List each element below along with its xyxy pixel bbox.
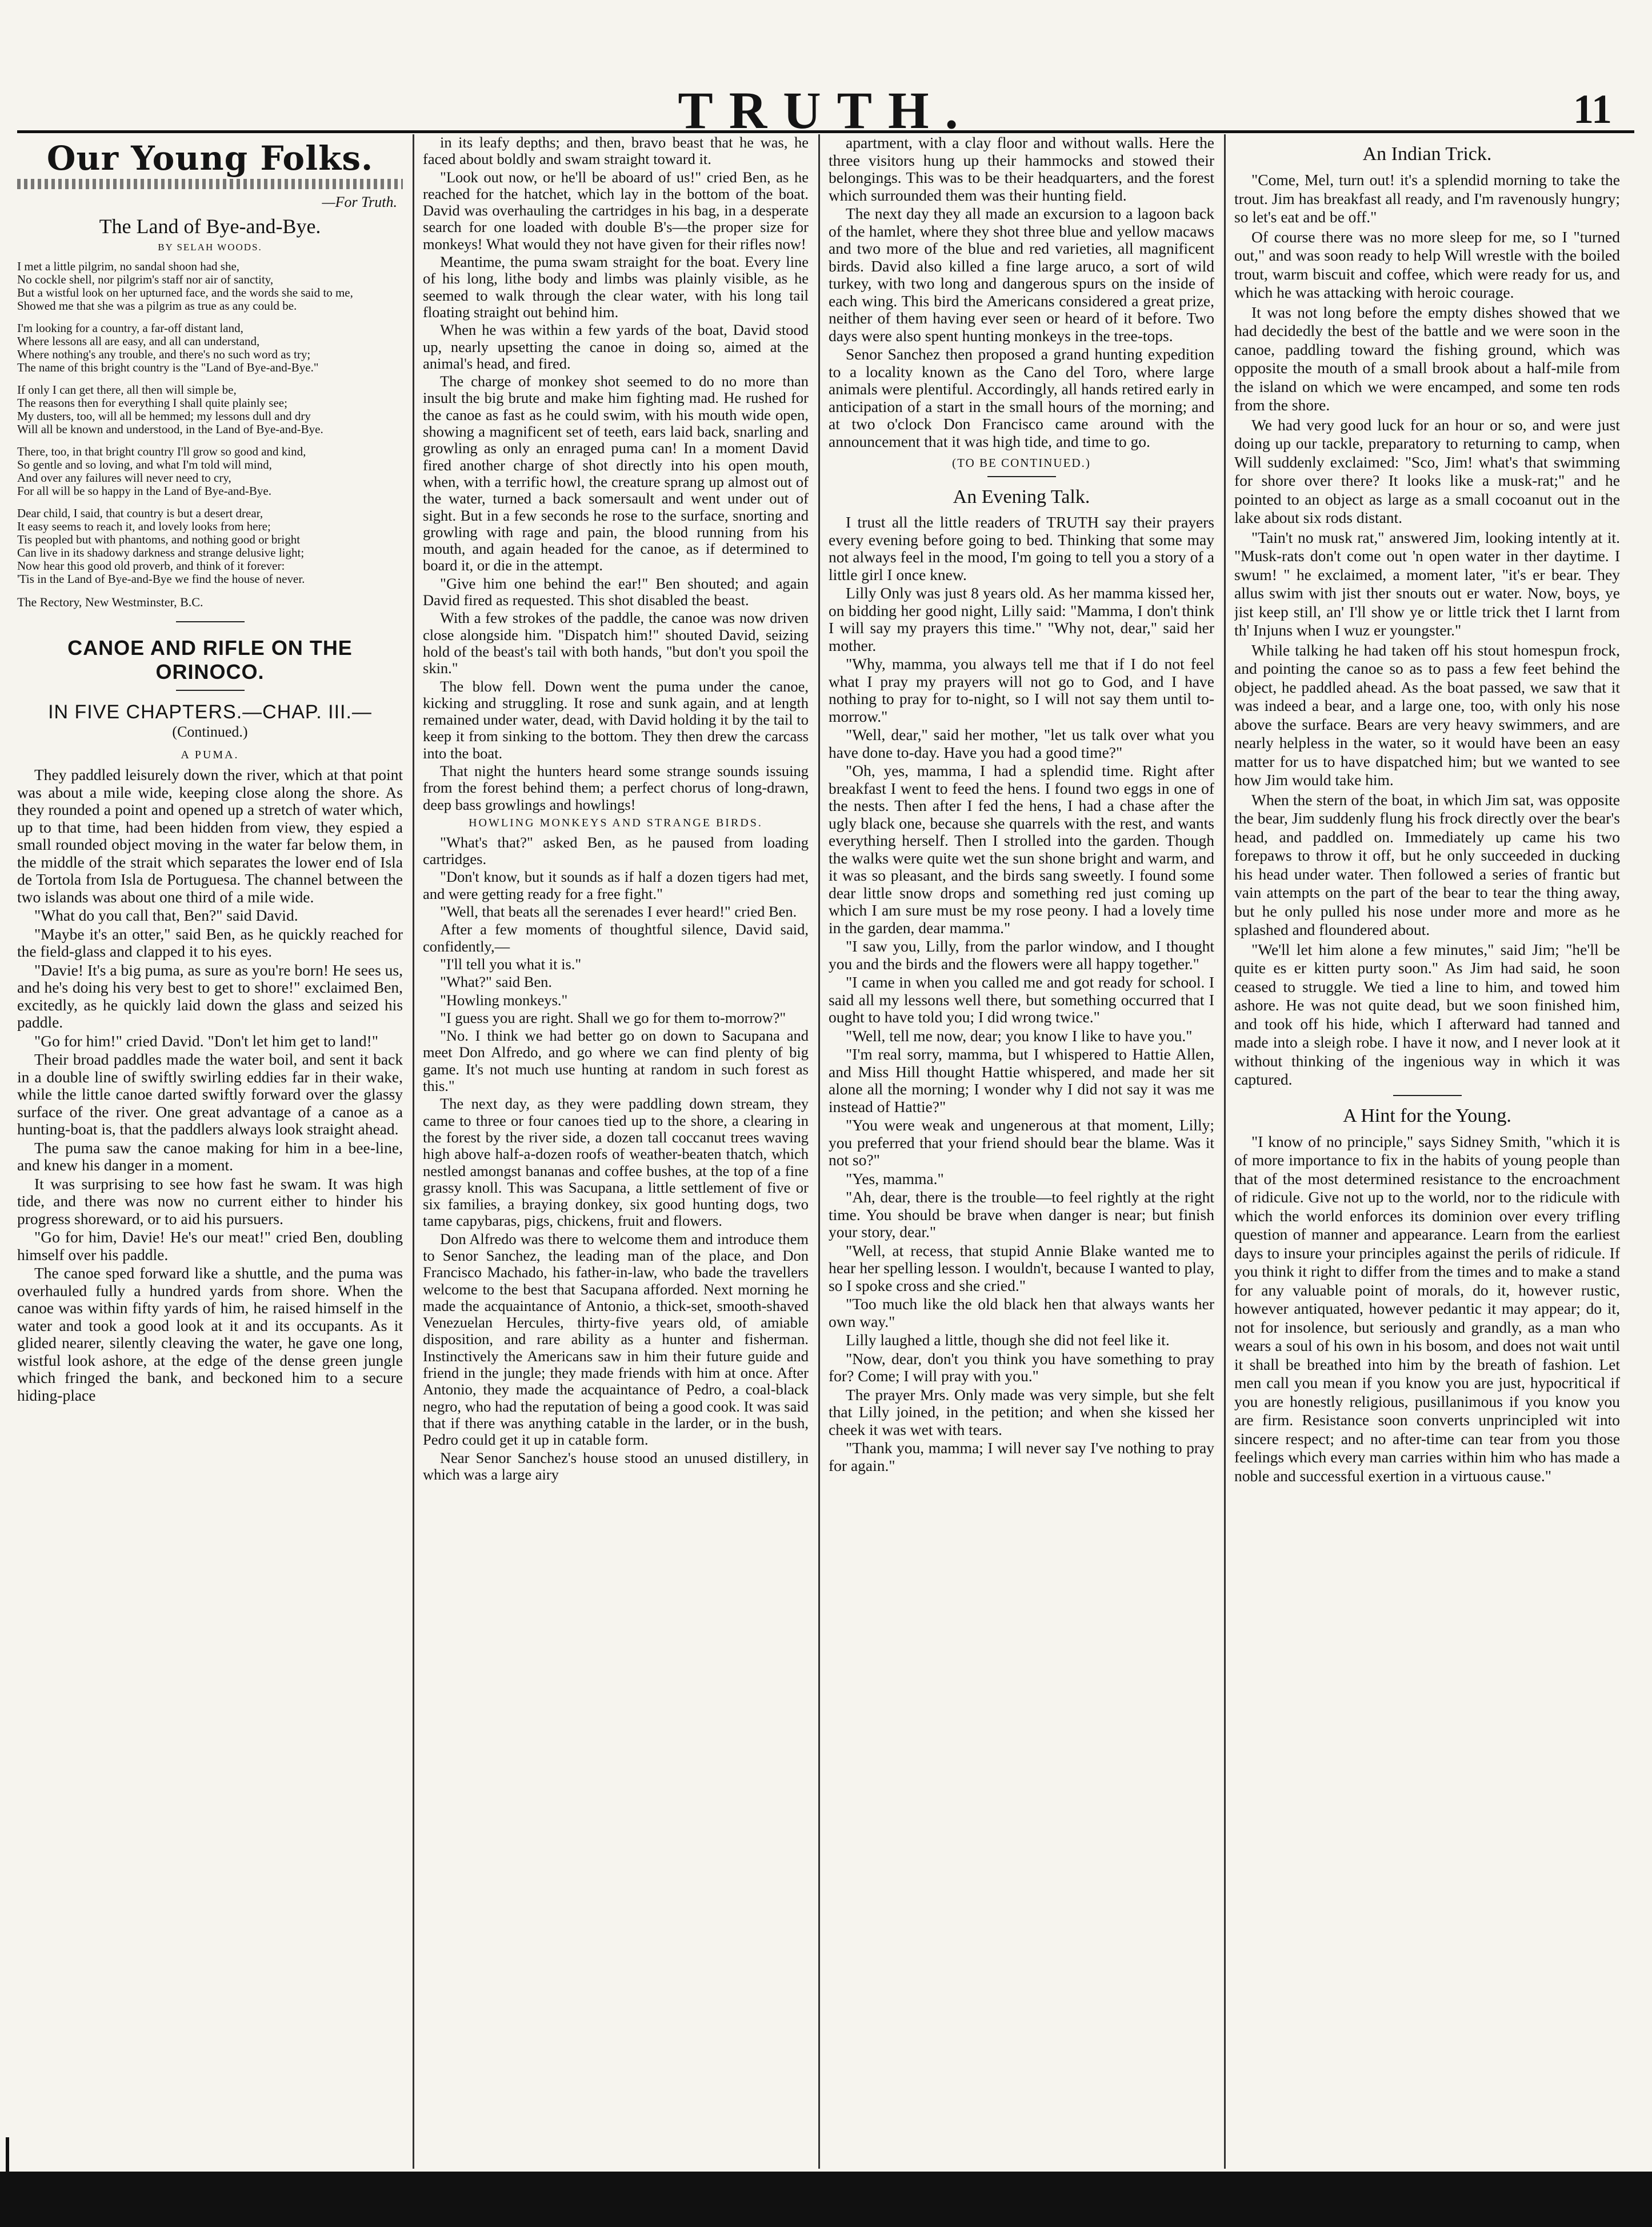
column-2 — [423, 134, 809, 2169]
paragraph: Their broad paddles made the water boil, and sent it back in a double line of swiftly swirling eddies far in their wake, while the little canoe darted swiftly forward over the glassy surface of the river. One great advantage of a canoe as a hunting-boat is, that the paddlers always look straight ahead. — [17, 1050, 403, 1138]
paragraph: "Come, Mel, turn out! it's a splendid morning to take the trout. Jim has breakfast all ready, and I'm ravenously hungry; so let's eat and be off." — [1234, 171, 1620, 226]
paragraph: "I came in when you called me and got ready for school. I said all my lessons well there, but something occurred that I ought to have told you; I did wrong twice." — [829, 973, 1214, 1026]
paragraph: "I saw you, Lilly, from the parlor window, and I thought you and the birds and the flowers were all happy together." — [829, 937, 1214, 973]
paragraph: "Look out now, or he'll be aboard of us!" cried Ben, as he reached for the hatchet, which lay in the bottom of the boat. David was overhauling the cartridges in his bag, in a desperate search for one loaded with double B's—the proper size for monkeys! What would they not have given for their rifles now! — [423, 168, 809, 253]
paragraph: in its leafy depths; and then, bravo beast that he was, he faced about boldly and swam straight toward it. — [423, 134, 809, 168]
poem-signature: The Rectory, New Westminster, B.C. — [17, 595, 203, 609]
column-1 — [17, 134, 403, 2169]
paragraph: "Davie! It's a big puma, as sure as you're born! He sees us, and he's doing his very best to get to shore!" exclaimed Ben, excitedly, as he quickly laid down the glass and seized his paddle. — [17, 961, 403, 1031]
paragraph: I trust all the little readers of TRUTH say their prayers every evening before going to bed. Thinking that some may not always feel in the mood, I'm going to tell you a story of a little girl I once knew. — [829, 513, 1214, 583]
paragraph: "I guess you are right. Shall we go for them to-morrow?" — [440, 1009, 786, 1026]
paragraph: Senor Sanchez then proposed a grand hunting expedition to a locality known as the Cano del Toro, where large animals were plentiful. Accordingly, all hands retired early in anticipation of a start in the small hours of the morning; and at two o'clock Don Francisco came around with the announcement that it was high tide, and time to go. — [829, 345, 1214, 450]
paragraph: "Well, dear," said her mother, "let us talk over what you have done to-day. Have you had a good time?" — [829, 726, 1214, 761]
story-body — [829, 134, 1214, 450]
page-number: 11 — [1573, 86, 1612, 132]
paragraph: The charge of monkey shot seemed to do no more than insult the big brute and make him fighting mad. He rushed for the canoe as fast as he could swim, with his mouth wide open, showing a magnificent set of teeth, ears laid back, snarling and growling as only an enraged puma can! In a moment David fired another charge of shot directly into his open mouth, when, with a terrific howl, the creature sprang up almost out of the water, turned a back somersault and went under out of sight. But in a few seconds he rose to the surface, snorting and growling with rage and pain, the blood running from his mouth, and again headed for the canoe, as if determined to board it, or die in the attempt. — [423, 373, 809, 574]
paragraph: The next day they all made an excursion to a lagoon back of the hamlet, where they shot three blue and yellow macaws and two more of the blue and red varieties, all magnificent birds. David also killed a fine large aruco, a sort of wild turkey, with two long and dangerous spurs on the inside of each wing. This bird the Americans considered a great prize, neither of them having ever seen or heard of it before. Two days were also spent hunting monkeys in the tree-tops. — [829, 205, 1214, 345]
paragraph: "Oh, yes, mamma, I had a splendid time. Right after breakfast I went to feed the hens. I found two eggs in one of the nests. Then after I fed the hens, I had a chase after the ugly black one, because she quarrels with the rest, and wants everything herself. Then I strolled into the garden. Though the walks were quite wet the sun shone bright and warm, and it was so pleasant, and the birds sang sweetly. I found some dear little snow drops and something red just coming up which I am sure must be my rose peony. I had a lovely time in the garden, dear mamma." — [829, 762, 1214, 937]
paragraph: "Tain't no musk rat," answered Jim, looking intently at it. "Musk-rats don't come out 'n open water in ther daytime. I swum! " he exclaimed, a moment later, "it's er bear. They allus swim with jist ther snouts out er water. Now, boys, ye jist keep still, an' I'll show ye or little trick thet I larnt from th' Injuns when I wuz er youngster." — [1234, 528, 1620, 639]
paragraph: Meantime, the puma swam straight for the boat. Every line of his long, lithe body and limbs was plainly visible, as he seemed to walk through the clear water, with his long tail floating straight out behind him. — [423, 253, 809, 321]
paragraph: apartment, with a clay floor and without walls. Here the three visitors hung up their hammocks and stowed their belongings. This was to be their headquarters, and the forest which surrounded them was their hunting field. — [829, 134, 1214, 204]
subsection-title: A PUMA. — [181, 749, 239, 761]
poem-line: So gentle and so loving, and what I'm told will mind, — [17, 458, 272, 471]
poem-line: Can live in its shadowy darkness and strange delusive light; — [17, 546, 305, 559]
poem-stanza — [17, 507, 403, 586]
divider — [176, 690, 245, 691]
poem-stanza — [17, 383, 403, 436]
paragraph: "We'll let him alone a few minutes," said Jim; "he'll be quite es er kitten purty soon." As Jim had said, he soon ceased to struggle. We tied a line to him, and towed him ashore. He was not quite dead, but we soon finished him, and took off his hide, which I afterward had tanned and made into a sleigh robe. I have it now, and I never look at it without thinking of the ingenious way in which it was captured. — [1234, 940, 1620, 1088]
poem-line: There, too, in that bright country I'll grow so good and kind, — [17, 445, 306, 458]
paragraph: "I'm real sorry, mamma, but I whispered to Hattie Allen, and Miss Hill thought Hattie whispered, and made her sit alone all the morning; I wonder why I did not say it was me instead of Hattie?" — [829, 1045, 1214, 1116]
poem-byline: BY SELAH WOODS. — [158, 242, 262, 253]
paragraph: "Go for him!" cried David. "Don't let him get to land!" — [34, 1031, 379, 1050]
poem-line: Where lessons all are easy, and all can understand, — [17, 334, 260, 348]
paragraph: That night the hunters heard some strange sounds issuing from the forest behind them; a perfect chorus of long-drawn, deep bass growlings and howlings! — [423, 762, 809, 813]
column-divider — [818, 134, 820, 2169]
article-title: An Indian Trick. — [1362, 143, 1492, 165]
newspaper-title: TRUTH. — [678, 81, 974, 139]
divider — [176, 621, 245, 622]
paragraph: When the stern of the boat, in which Jim sat, was opposite the bear, Jim suddenly flung his frock directly over the bear's head, and paddled on. Immediately up came his two forepaws to throw it off, but he only succeeded in ducking his head under water. Then followed a series of frantic but vain attempts on the part of the bear to tear the thing away, but he only pulled his nose under more and more as he splashed and floundered about. — [1234, 790, 1620, 938]
story-heading: CANOE AND RIFLE ON THE ORINOCO. — [67, 636, 353, 683]
paragraph: "Give him one behind the ear!" Ben shouted; and again David fired as requested. This shot disabled the beast. — [423, 574, 809, 609]
article-title: A Hint for the Young. — [1343, 1105, 1511, 1126]
poem-line: Where nothing's any trouble, and there's no such word as try; — [17, 347, 311, 361]
story-body — [423, 134, 809, 813]
paragraph: "No. I think we had better go on down to Sacupana and meet Don Alfredo, and go where we can find plenty of big game. It's not much use hunting at random in such forest as this." — [423, 1027, 809, 1095]
paragraph: "What do you call that, Ben?" said David. — [34, 906, 298, 924]
paragraph: Near Senor Sanchez's house stood an unused distillery, in which was a large airy — [423, 1449, 809, 1483]
paragraph: "Too much like the old black hen that always wants her own way." — [829, 1295, 1214, 1330]
paragraph: "You were weak and ungenerous at that moment, Lilly; you preferred that your friend should bear the blame. Was it not so?" — [829, 1116, 1214, 1169]
paragraph: "Thank you, mamma; I will never say I've nothing to pray for again." — [829, 1439, 1214, 1474]
paragraph: Don Alfredo was there to welcome them and introduce them to Senor Sanchez, the leading man of the place, and Don Francisco Machado, his father-in-law, who bade the travellers welcome to the best that Sacupana afforded. Next morning he made the acquaintance of Antonio, a thick-set, smooth-shaved Venezuelan Hercules, thirty-five years old, of amiable disposition, and rare ability as a hunter and fisherman. Instinctively the Americans saw in him their future guide and friend in the jungle; they made friends with him at once. After Antonio, they made the acquaintance of Pedro, a coal-black negro, who had the reputation of being a good cook. It was said that if there was anything catable in the larder, or in the bush, Pedro could get it up in catable form. — [423, 1230, 809, 1449]
paragraph: "Now, dear, don't you think you have something to pray for? Come; I will pray with you." — [829, 1349, 1214, 1385]
poem-line: I met a little pilgrim, no sandal shoon had she, — [17, 259, 240, 273]
paragraph: "Yes, mamma." — [846, 1169, 944, 1188]
paragraph: While talking he had taken off his stout homespun frock, and pointing the canoe so as to pass a few feet behind the object, he paddled ahead. As the boat passed, we saw that it was indeed a bear, and a large one, too, with only his nose above the surface. Bears are very heavy swimmers, and are nearly helpless in the water, so it would have been an easy matter for us to have dispatched him; but we wanted to see how Jim would take him. — [1234, 641, 1620, 789]
paragraph: It was not long before the empty dishes showed that we had decidedly the best of the battle and we were soon in the canoe, paddling toward the fishing ground, which was opposite the mouth of a small brook about a half-mile from the island on which we were encamped, and some ten rods from the shore. — [1234, 303, 1620, 414]
paragraph: Lilly laughed a little, though she did not feel like it. — [846, 1331, 1170, 1349]
scan-edge-bar — [0, 2172, 1652, 2227]
paragraph: We had very good luck for an hour or so, and were just doing up our tackle, preparatory to returning to camp, when Will suddenly exclaimed: "Sco, Jim! what's that swimming for shore over there? It looks like a musk-rat;" and he pointed to an object as large as a small cocoanut out in the lake about six rods distant. — [1234, 415, 1620, 526]
poem-line: I'm looking for a country, a far-off distant land, — [17, 321, 243, 335]
paragraph: "Ah, dear, there is the trouble—to feel rightly at the right time. You should be brave when danger is near; but finish your story, dear." — [829, 1188, 1214, 1241]
article-body — [829, 514, 1214, 1474]
section-title: Our Young Folks. — [46, 139, 374, 178]
paragraph: "What's that?" asked Ben, as he paused from loading cartridges. — [423, 833, 809, 868]
paragraph: "Well, at recess, that stupid Annie Blake wanted me to hear her spelling lesson. I wouldn't, because I wanted to play, so I spoke cross and she cried." — [829, 1241, 1214, 1294]
ornamental-rule — [17, 179, 403, 189]
paragraph: Of course there was no more sleep for me, so I "turned out," and was soon ready to help Will wrestle with the boiled trout, warm biscuit and coffee, which were ready for us, and which he was attacking with heroic courage. — [1234, 227, 1620, 301]
article-body — [1234, 171, 1620, 1089]
to-be-continued: (TO BE CONTINUED.) — [952, 456, 1091, 470]
paragraph: "Why, mamma, you always tell me that if I do not feel what I pray my prayers will not go to God, and I have nothing to pray for to-night, so I will not say them until to-morrow." — [829, 655, 1214, 725]
poem-line: No cockle shell, nor pilgrim's staff nor air of sanctity, — [17, 273, 274, 286]
paragraph: The puma saw the canoe making for him in a bee-line, and knew his danger in a moment. — [17, 1138, 403, 1174]
poem-line: It easy seems to reach it, and lovely looks from here; — [17, 519, 271, 533]
paragraph: "Well, that beats all the serenades I ever heard!" cried Ben. — [440, 903, 797, 921]
paragraph: "I'll tell you what it is." — [440, 955, 582, 973]
paragraph: "Don't know, but it sounds as if half a dozen tigers had met, and were getting ready for a free fight." — [423, 868, 809, 902]
divider — [1393, 1095, 1462, 1096]
column-4 — [1234, 134, 1620, 2169]
paragraph: Lilly Only was just 8 years old. As her mamma kissed her, on bidding her good night, Lilly said: "Mamma, I don't think I will say my prayers this time." "Why not, dear," said her mother. — [829, 584, 1214, 654]
poem-line: The name of this bright country is the "Land of Bye-and-Bye." — [17, 361, 319, 374]
poem-line: 'Tis in the Land of Bye-and-Bye we find the house of never. — [17, 572, 305, 586]
paragraph: "Maybe it's an otter," said Ben, as he quickly reached for the field-glass and clapped it to his eyes. — [17, 925, 403, 960]
paragraph: The canoe sped forward like a shuttle, and the puma was overhauled fully a hundred yards from shore. When the canoe was within fifty yards of him, he raised himself in the water and took a good look at it and its occupants. As it glided nearer, silently cleaving the water, he gave one long, wistful look ashore, at the edge of the dense green jungle which fringed the bank, and beckoned him to a secure hiding-place — [17, 1264, 403, 1404]
continued-note: (Continued.) — [172, 723, 248, 740]
poem-line: Showed me that she was a pilgrim as true as any could be. — [17, 299, 297, 313]
paragraph: When he was within a few yards of the boat, David stood up, nearly upsetting the canoe in doing so, aimed at the animal's head, and fired. — [423, 321, 809, 372]
poem-stanza — [17, 260, 403, 313]
story-body — [17, 766, 403, 1404]
paragraph: It was surprising to see how fast he swam. It was high tide, and there was now no current either to hinder his progress shoreward, or to aid his pursuers. — [17, 1174, 403, 1228]
divider — [987, 476, 1056, 477]
poem-line: Will all be known and understood, in the Land of Bye-and-Bye. — [17, 422, 323, 436]
column-divider — [1224, 134, 1226, 2169]
poem — [17, 260, 403, 586]
paragraph: "What?" said Ben. — [440, 973, 553, 991]
header-rule — [17, 130, 1634, 133]
poem-line: Now hear this good old proverb, and think of it forever: — [17, 559, 285, 573]
poem-line: And over any failures will never need to cry, — [17, 471, 231, 485]
column-divider — [413, 134, 414, 2169]
paragraph: "Well, tell me now, dear; you know I like to have you." — [846, 1026, 1193, 1045]
poem-line: If only I can get there, all then will simple be, — [17, 383, 237, 397]
poem-stanza — [17, 322, 403, 374]
article-title: An Evening Talk. — [953, 486, 1090, 507]
paragraph: The prayer Mrs. Only made was very simple, but she felt that Lilly joined, in the petition; and when she kissed her cheek it was wet with tears. — [829, 1385, 1214, 1438]
columns — [17, 134, 1634, 2177]
paragraph: After a few moments of thoughtful silence, David said, confidently,— — [423, 921, 809, 955]
chapter-heading: IN FIVE CHAPTERS.—CHAP. III.— — [48, 701, 372, 723]
paragraph: The next day, as they were paddling down stream, they came to three or four canoes tied up to the shore, a clearing in the forest by the river side, a dozen tall coccanut trees waving high above half-a-dozen roofs of weather-beaten thatch, which nestled amongst bananas and coffee bushes, at the top of a fine grassy knoll. This was Sacupana, a little settlement of five or six families, a braying donkey, six good hunting dogs, two tame capybaras, pigs, chickens, fruit and flowers. — [423, 1095, 809, 1230]
article-body — [1234, 1133, 1620, 1486]
story-body — [423, 834, 809, 1483]
poem-stanza — [17, 445, 403, 498]
credit-line: —For Truth. — [322, 194, 397, 210]
paragraph: They paddled leisurely down the river, which at that point was about a mile wide, keeping close along the shore. As they rounded a point and opened up a stretch of water which, up to that time, had been hidden from view, they espied a small rounded object moving in the water far below them, in the middle of the strait which separates the lower end of Isla de Tortola from Isla de Portuguesa. The channel between the two islands was about one third of a mile wide. — [17, 766, 403, 906]
poem-line: Dear child, I said, that country is but a desert drear, — [17, 506, 263, 520]
paragraph: The blow fell. Down went the puma under the canoe, kicking and struggling. It rose and sunk again, and at length remained under water, dead, with David holding it by the tail to keep it from sinking to the bottom. They then drew the carcass into the boat. — [423, 677, 809, 762]
paragraph: "Go for him, Davie! He's our meat!" cried Ben, doubling himself over his paddle. — [17, 1228, 403, 1264]
paragraph: "I know of no principle," says Sidney Smith, "which it is of more importance to fix in the habits of young people than that of the most determined resistance to the encroachment of ridicule. Give not up to the world, nor to the ridicule with which the world enforces its dominion over every trifling question of manner and appearance. Learn from the earliest days to insure your principles against the perils of ridicule. If you think it right to differ from the times and to make a stand for any valuable point of morals, do it, however rustic, however antiquated, however pedantic it may appear; do it, not for insolence, but seriously and grandly, as a man who wears a soul of his own in his bosom, and does not wait until it shall be breathed into him by the breath of fashion. Let men call you mean if you know you are just, hypocritical if you are honestly religious, pusillanimous if you know you are firm. Resistance soon converts unprincipled wit into sincere respect; and no after-time can tear from you those feelings which every man carries within him who has made a noble and successful exertion in a virtuous cause." — [1234, 1132, 1620, 1485]
column-3 — [829, 134, 1214, 2169]
poem-line: But a wistful look on her upturned face, and the words she said to me, — [17, 286, 353, 299]
poem-line: For all will be so happy in the Land of Bye-and-Bye. — [17, 484, 271, 498]
poem-line: The reasons then for everything I shall quite plainly see; — [17, 396, 287, 410]
paragraph: "Howling monkeys." — [440, 991, 568, 1009]
paragraph: With a few strokes of the paddle, the canoe was now driven close alongside him. "Dispatch him!" shouted David, seizing hold of the beast's tail with both hands, "but don't you spoil the skin." — [423, 609, 809, 677]
poem-title: The Land of Bye-and-Bye. — [99, 215, 321, 238]
subsection-title: HOWLING MONKEYS AND STRANGE BIRDS. — [469, 816, 763, 829]
poem-line: Tis peopled but with phantoms, and nothing good or bright — [17, 533, 301, 546]
poem-line: My dusters, too, will all be hemmed; my lessons dull and dry — [17, 409, 311, 423]
